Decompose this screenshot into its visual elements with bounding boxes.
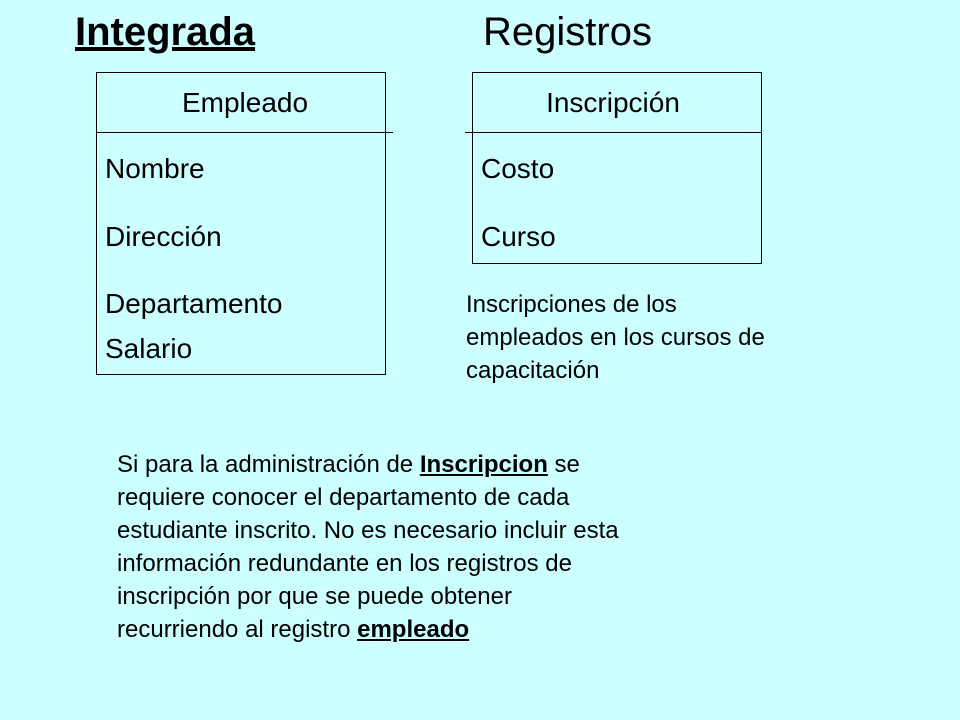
paragraph-text: se [547,451,580,478]
attr-departamento: Departamento [105,288,283,319]
paragraph-text: Si para la administración de [117,451,420,478]
description-line: Inscripciones de los [466,291,677,318]
attr-curso: Curso [481,221,556,252]
paragraph-line-5: inscripción por que se puede obtener [117,583,512,610]
paragraph-text: recurriendo al registro [117,616,358,643]
explanation-paragraph [117,448,817,646]
attr-costo: Costo [481,153,555,184]
empleado-link: empleado [357,616,470,643]
title-integrada: Integrada [75,10,256,54]
description-line: empleados en los cursos de [466,324,765,351]
inscripciones-description [466,288,866,387]
paragraph-line-1 [117,448,817,481]
paragraph-line-2: requiere conocer el departamento de cada [117,484,570,511]
inscripcion-link: Inscripcion [419,451,548,478]
description-line: capacitación [466,357,600,384]
paragraph-line-4: información redundante en los registros de [117,550,572,577]
title-registros: Registros [483,10,652,54]
entity-empleado-name: Empleado [97,73,393,133]
entity-inscripcion [472,72,762,264]
entity-empleado [96,72,386,375]
paragraph-line-6 [117,613,817,646]
attr-salario: Salario [105,333,193,364]
attr-nombre: Nombre [105,153,205,184]
paragraph-line-3: estudiante inscrito. No es necesario incluir esta [117,517,619,544]
entity-inscripcion-name: Inscripción [465,73,761,133]
attr-direccion: Dirección [105,221,222,252]
